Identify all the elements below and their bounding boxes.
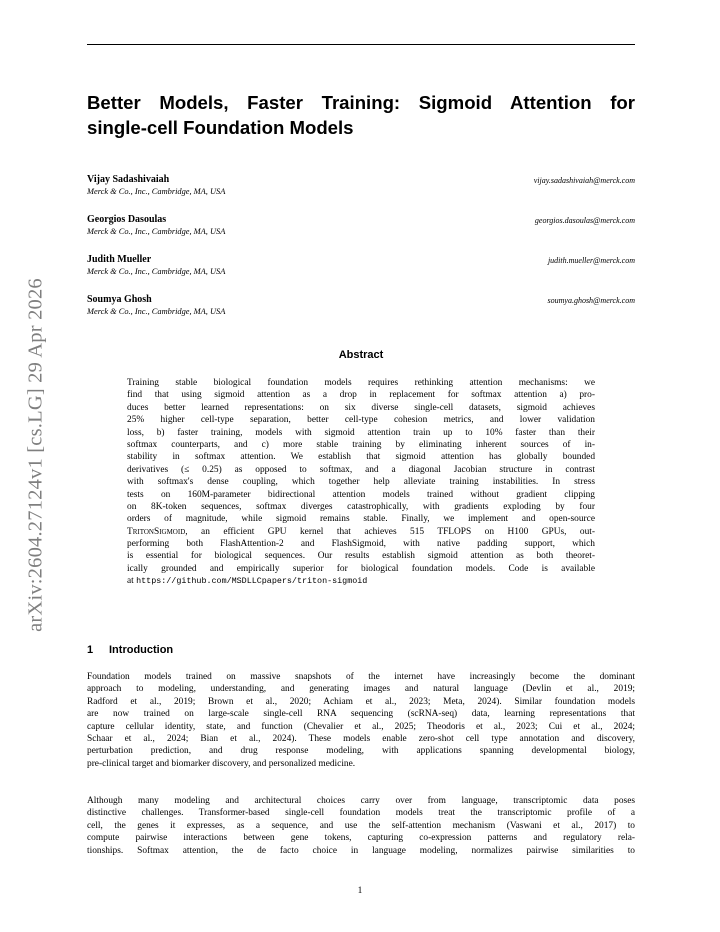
author-email: soumya.ghosh@merck.com bbox=[547, 296, 635, 305]
author-affiliation: Merck & Co., Inc., Cambridge, MA, USA bbox=[87, 307, 226, 316]
abstract-line-rest: , an efficient GPU kernel that achieves 515 TFLOPS on H100 GPUs, out- bbox=[185, 526, 595, 537]
author-block bbox=[87, 214, 635, 254]
section-heading bbox=[87, 643, 173, 657]
page-number: 1 bbox=[357, 886, 363, 896]
body-line: approach to modeling, understanding, and generating images and natural language (Devlin et al., 2019; bbox=[87, 684, 635, 695]
paper-title bbox=[87, 90, 635, 140]
author-affiliation: Merck & Co., Inc., Cambridge, MA, USA bbox=[87, 267, 226, 276]
section-number: 1 bbox=[87, 644, 94, 656]
abstract-heading: Abstract bbox=[338, 349, 384, 361]
body-line: perturbation prediction, and drug response modeling, with applications spanning developmental biology, bbox=[87, 746, 635, 757]
author-block bbox=[87, 174, 635, 214]
abstract-line: find that using sigmoid attention as a drop in replacement for softmax attention a) pro- bbox=[127, 390, 595, 401]
author-list bbox=[87, 174, 635, 334]
author-affiliation: Merck & Co., Inc., Cambridge, MA, USA bbox=[87, 187, 226, 196]
body-line: cell, the genes it expresses, as a sequence, and use the self-attention mechanism (Vaswani et al., 2017) to bbox=[87, 820, 635, 831]
body-line: Radford et al., 2019; Brown et al., 2020; Achiam et al., 2023; Meta, 2024). Similar foundation models bbox=[87, 696, 635, 707]
body-line: pre-clinical target and biomarker discovery, and personalized medicine. bbox=[87, 758, 356, 769]
abstract-line: stability in softmax attention. We establish that sigmoid attention has globally bounded bbox=[127, 452, 595, 463]
author-name: Georgios Dasoulas bbox=[87, 214, 167, 225]
abstract-line: is essential for biological sequences. Our results establish sigmoid attention as both theoret- bbox=[127, 551, 595, 562]
code-repository-link[interactable]: https://github.com/MSDLLCpapers/triton-sigmoid bbox=[136, 576, 368, 587]
abstract-line bbox=[127, 575, 595, 587]
body-line: distinctive challenges. Transformer-based single-cell foundation models treat the transcriptomic profile of a bbox=[87, 808, 635, 819]
section-title: Introduction bbox=[109, 644, 174, 656]
intro-paragraph-1 bbox=[87, 671, 635, 770]
author-block bbox=[87, 254, 635, 294]
body-line: compute pairwise interactions between gene tokens, capturing co-expression patterns and regulatory rela- bbox=[87, 833, 635, 844]
author-affiliation: Merck & Co., Inc., Cambridge, MA, USA bbox=[87, 227, 226, 236]
abstract-line: loss, b) faster training, models with sigmoid attention train up to 10% faster than their bbox=[127, 427, 595, 438]
abstract-line: derivatives (≤ 0.25) as opposed to softmax, and a diagonal Jacobian structure in contrast bbox=[127, 464, 595, 475]
author-name: Soumya Ghosh bbox=[87, 294, 152, 305]
abstract-line: duces better learned representations: on six diverse single-cell datasets, sigmoid achieves bbox=[127, 402, 595, 413]
arxiv-identifier-stamp: arXiv:2604.27124v1 [cs.LG] 29 Apr 2026 bbox=[24, 278, 47, 632]
abstract-line: with softmax's dense coupling, which together help alleviate training instabilities. In stress bbox=[127, 477, 595, 488]
body-line: are now trained on large-scale single-cell RNA sequencing (scRNA-seq) data, learning representations that bbox=[87, 709, 635, 720]
abstract-line: 25% higher cell-type separation, better cell-type cohesion metrics, and lower validation bbox=[127, 415, 595, 426]
author-email: vijay.sadashivaiah@merck.com bbox=[533, 176, 635, 185]
author-email: judith.mueller@merck.com bbox=[547, 256, 635, 265]
abstract-line: Training stable biological foundation models requires rethinking attention mechanisms: we bbox=[127, 378, 595, 388]
abstract-line: ically grounded and empirically superior for biological foundation models. Code is available bbox=[127, 563, 595, 574]
abstract-line: on 8K-token sequences, softmax diverges catastrophically, with gradients exploding by four bbox=[127, 501, 595, 512]
body-line: tionships. Softmax attention, the de facto choice in language modeling, normalizes pairwise similarities to bbox=[87, 845, 635, 856]
abstract-line bbox=[127, 526, 595, 538]
abstract-line: tests on 160M-parameter bidirectional attention models trained without gradient clipping bbox=[127, 489, 595, 500]
body-line: Although many modeling and architectural choices carry over from language, transcriptomic data poses bbox=[87, 796, 635, 806]
paper-title-line-2: single-cell Foundation Models bbox=[87, 117, 354, 138]
abstract-body bbox=[127, 377, 595, 588]
paper-title-line-1: Better Models, Faster Training: Sigmoid Attention for bbox=[87, 92, 635, 113]
author-email: georgios.dasoulas@merck.com bbox=[534, 216, 635, 225]
author-block bbox=[87, 294, 635, 334]
abstract-line: orders of magnitude, while sigmoid remains stable. Finally, we implement and open-source bbox=[127, 514, 595, 525]
abstract-line: performing both FlashAttention-2 and FlashSigmoid, with native padding support, which bbox=[127, 539, 595, 550]
body-line: Schaar et al., 2024; Bian et al., 2024). These models enable zero-shot cell type annotation and discovery, bbox=[87, 733, 635, 744]
abstract-line: softmax counterparts, and c) more stable training by eliminating inherent sources of in- bbox=[127, 439, 595, 450]
author-name: Vijay Sadashivaiah bbox=[87, 174, 170, 185]
body-line: Foundation models trained on massive snapshots of the internet have increasingly become the dominant bbox=[87, 672, 635, 682]
author-name: Judith Mueller bbox=[87, 254, 152, 265]
top-rule bbox=[87, 44, 635, 45]
body-line: capture cellular identity, state, and function (Chevalier et al., 2025; Theodoris et al., 2023; Cui et al., 2024; bbox=[87, 721, 635, 732]
intro-paragraph-2 bbox=[87, 795, 635, 857]
tritonsigmoid-name: TritonSigmoid bbox=[127, 526, 186, 537]
code-prefix: at bbox=[127, 576, 137, 587]
